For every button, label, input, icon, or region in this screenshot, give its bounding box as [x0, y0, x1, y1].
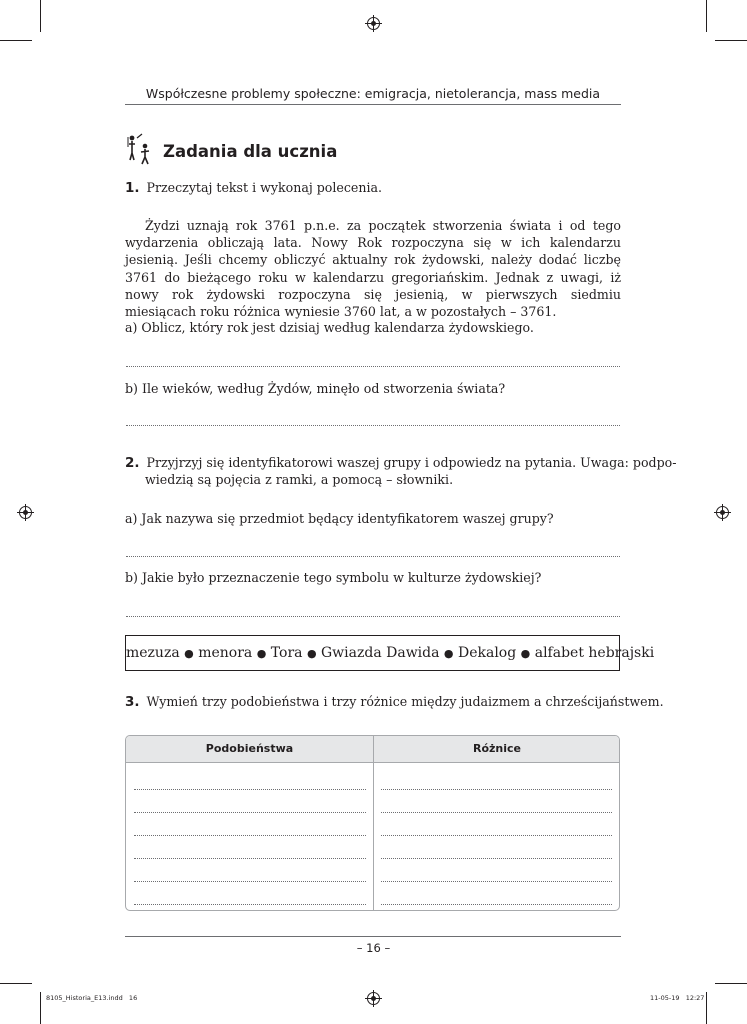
term: Gwiazda Dawida [321, 645, 440, 661]
registration-mark-icon [19, 506, 32, 519]
answer-line-difference[interactable] [381, 789, 612, 790]
answer-line-similarity[interactable] [134, 904, 366, 905]
page-number: – 16 – [356, 941, 391, 955]
task-instruction: Przeczytaj tekst i wykonaj polecenia. [146, 180, 383, 195]
slug-date: 11-05-19 12:27 [650, 994, 705, 1002]
task-instruction-continued: wiedzią są pojęcia z ramki, a pomocą – słowniki. [145, 472, 454, 487]
task-3-header [125, 693, 664, 711]
table-divider [373, 736, 374, 910]
term: Dekalog [457, 645, 517, 661]
task-number: 2. [125, 455, 140, 471]
answer-line-difference[interactable] [381, 812, 612, 813]
answer-line-2b[interactable] [126, 616, 620, 617]
crop-mark [0, 983, 32, 984]
question-2b: b) Jakie było przeznaczenie tego symbolu w kulturze żydowskiej? [125, 570, 542, 585]
answer-line-similarity[interactable] [134, 858, 366, 859]
question-1b: b) Ile wieków, według Żydów, minęło od stworzenia świata? [125, 381, 506, 396]
registration-mark-icon [367, 992, 380, 1005]
bullet-separator: ● [520, 647, 531, 660]
term: mezuza [126, 645, 180, 661]
crop-mark [40, 992, 41, 1024]
answer-line-difference[interactable] [381, 835, 612, 836]
header-rule [125, 104, 621, 105]
crop-mark [706, 992, 707, 1024]
answer-line-difference[interactable] [381, 858, 612, 859]
answer-line-difference[interactable] [381, 881, 612, 882]
bullet-separator: ● [306, 647, 317, 660]
column-header-differences: Różnice [472, 742, 521, 755]
registration-mark-icon [367, 17, 380, 30]
term: menora [198, 645, 253, 661]
student-writing-icon [126, 133, 154, 165]
answer-line-similarity[interactable] [134, 835, 366, 836]
slug-filename: 8105_Historia_E13.indd 16 [46, 994, 138, 1002]
bullet-separator: ● [184, 647, 194, 660]
answer-line-similarity[interactable] [134, 881, 366, 882]
answer-line-similarity[interactable] [134, 812, 366, 813]
answer-line-difference[interactable] [381, 904, 612, 905]
task-1-text: Żydzi uznają rok 3761 p.n.e. za początek stworzenia świata i od tego wydarzenia obliczają lata. Nowy Rok rozpoczyna się w ich kalendarzu jesienią. Jeśli chcemy obliczyć aktualny rok żydowski, należy dodać liczbę 3761 do bieżącego roku w kalendarzu gregoriańskim. Jednak z uwagi, iż nowy rok żydowski rozpoczyna się jesienią, w pierwszych siedmiu miesiącach roku różnica wyniesie 3760 lat, a w pozostałych – 3761. [125, 218, 621, 320]
crop-mark [40, 0, 41, 32]
section-title: Zadania dla ucznia [163, 142, 338, 161]
task-instruction: Przyjrzyj się identyfikatorowi waszej grupy i odpowiedz na pytania. Uwaga: podpo- [146, 455, 677, 470]
column-header-similarities: Podobieństwa [205, 742, 294, 755]
crop-mark [715, 983, 747, 984]
crop-mark [715, 40, 747, 41]
task-2-header [125, 454, 677, 472]
running-title: Współczesne problemy społeczne: emigracja, nietolerancja, mass media [145, 86, 601, 101]
footer-rule [125, 936, 621, 937]
answer-line-1b[interactable] [126, 425, 620, 426]
answer-line-1a[interactable] [126, 366, 620, 367]
task-number: 3. [125, 694, 140, 710]
question-1a: a) Oblicz, który rok jest dzisiaj według kalendarza żydowskiego. [125, 320, 534, 335]
answer-line-2a[interactable] [126, 556, 620, 557]
comparison-table [125, 735, 620, 911]
crop-mark [0, 40, 32, 41]
task-1-header [125, 179, 382, 197]
registration-mark-icon [716, 506, 729, 519]
answer-line-similarity[interactable] [134, 789, 366, 790]
task-instruction: Wymień trzy podobieństwa i trzy różnice między judaizmem a chrześcijaństwem. [146, 694, 664, 709]
bullet-separator: ● [256, 647, 267, 660]
task-number: 1. [125, 180, 140, 196]
terms-box [125, 635, 655, 671]
bullet-separator: ● [443, 647, 454, 660]
term: Tora [270, 645, 303, 661]
term: alfabet hebrajski [534, 645, 655, 661]
crop-mark [706, 0, 707, 32]
question-2a: a) Jak nazywa się przedmiot będący identyfikatorem waszej grupy? [125, 511, 554, 526]
